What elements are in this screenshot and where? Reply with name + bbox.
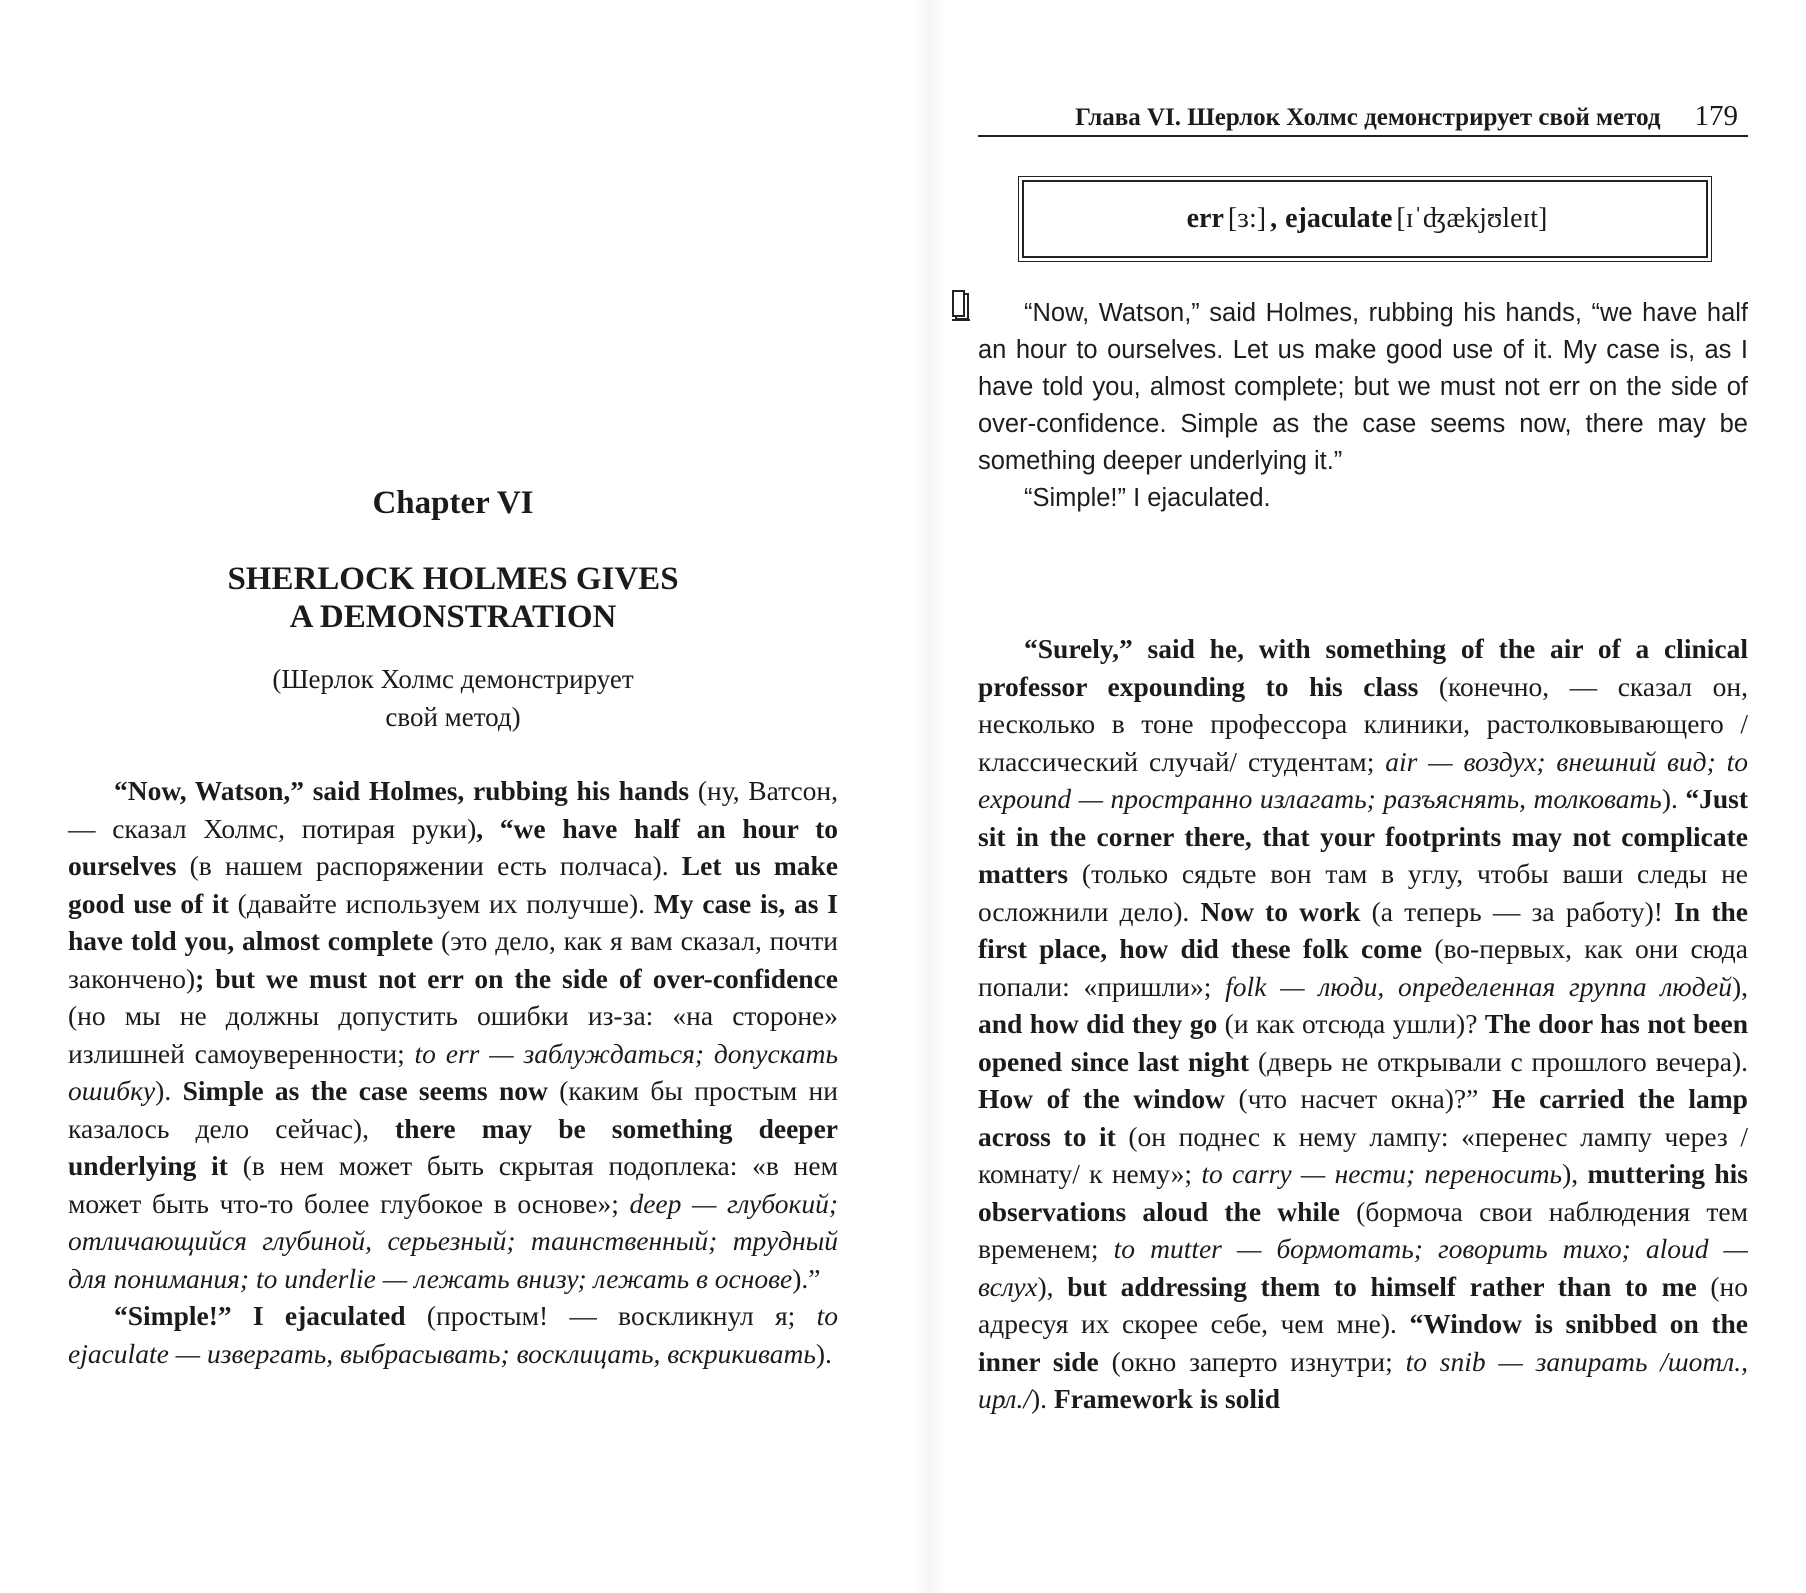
vocabulary-gloss: folk — люди, определенная группа людей	[1225, 970, 1732, 1002]
translation-text: (в нем может быть скрытая подоплека: «в нем может быть что-то более глубокое в основе»;	[68, 1150, 838, 1219]
vocab-pronunciation: [ɜ:]	[1227, 203, 1267, 234]
translation-text: (что насчет окна)?”	[1224, 1083, 1492, 1114]
vocabulary-gloss: to ejaculate — извергать, выбрасывать; восклицать, вскрикивать	[68, 1300, 838, 1369]
vocabulary-gloss: air — воздух; внешний вид; to expound — пространно излагать; разъяснять, толковать	[978, 745, 1748, 814]
vocabulary-gloss: deep — глубокий; отличающийся глубиной, серьезный; таинственный; трудный для понимания; to underlie — лежать внизу; лежать в основе	[68, 1187, 838, 1294]
translation-text: (только сядьте вон там в углу, чтобы ваши следы не осложнили дело).	[978, 858, 1748, 927]
translation-text: (дверь не открывали с прошлого вечера).	[1249, 1045, 1748, 1077]
vocabulary-gloss: to mutter — бормотать; говорить тихо; aloud — вслух	[978, 1233, 1749, 1302]
translation-text: (и как отсюда ушли)?	[1217, 1008, 1485, 1039]
english-text: My case is, as I have told you, almost complete	[68, 887, 838, 956]
english-text: “Simple!” I ejaculated	[114, 1300, 406, 1331]
english-text: He carried the lamp across to it	[978, 1083, 1748, 1152]
vocab-word: err	[1186, 203, 1224, 234]
translation-text: ),	[1562, 1158, 1588, 1189]
translation-text: ).	[1661, 783, 1686, 814]
translation-text: ),	[1037, 1270, 1068, 1302]
english-text: Now to work	[1200, 895, 1361, 927]
chapter-subtitle-line: A DEMONSTRATION	[289, 599, 617, 635]
english-text: “Window is snibbed on the inner side	[978, 1308, 1748, 1377]
translation-text: (в нашем распоряжении есть полчаса).	[176, 850, 682, 881]
english-text: there may be something deeper underlying it	[68, 1112, 838, 1181]
translation-text: (но адресуя их скорее себе, чем мне).	[978, 1270, 1749, 1339]
translation-text: ).	[1030, 1383, 1054, 1414]
translation-text: ).”	[792, 1262, 821, 1294]
english-text: and how did they go	[978, 1008, 1218, 1039]
original-paragraph: “Simple!” I ejaculated.	[1024, 484, 1271, 512]
translation-text: (это дело, как я вам сказал, почти закончено)	[68, 925, 839, 994]
running-head-title: Глава VI. Шерлок Холмс демонстрирует свой метод	[1075, 104, 1661, 131]
translation-text: (он поднес к нему лампу: «перенес лампу через /комнату/ к нему»;	[978, 1120, 1749, 1189]
translation-text: (но мы не должны допустить ошибки из-за: «на стороне» излишней самоуверенности;	[68, 1000, 838, 1069]
page-number: 179	[1694, 100, 1738, 132]
chapter-subtitle-translation-line: свой метод)	[385, 702, 521, 732]
running-head	[978, 100, 1748, 137]
translation-text: ),	[1731, 970, 1749, 1002]
english-text: “Just sit in the corner there, that your footprints may not complicate matters	[978, 783, 1748, 889]
vocabulary-gloss: to snib — запирать /шотл., ирл./	[978, 1345, 1748, 1414]
left-body-text	[68, 772, 838, 1372]
paragraph	[68, 1297, 838, 1372]
translation-text: ).	[815, 1337, 832, 1369]
translation-text: (давайте используем их получше).	[228, 887, 654, 919]
paragraph	[978, 630, 1748, 1418]
english-text: Framework is solid	[1053, 1383, 1280, 1414]
vocab-pronunciation: [ɪˈʤækjʊleɪt]	[1396, 203, 1548, 234]
chapter-title: Chapter VI	[372, 485, 534, 521]
chapter-subtitle-line: SHERLOCK HOLMES GIVES	[227, 561, 679, 597]
translation-text: (простым! — воскликнул я;	[405, 1300, 817, 1331]
translation-text: ).	[155, 1075, 183, 1106]
translation-text: (бормоча свои наблюдения тем временем;	[978, 1195, 1748, 1264]
english-text: Let us make good use of it	[68, 850, 838, 919]
vocabulary-box	[1022, 180, 1708, 258]
translation-text: (окно заперто изнутри;	[1098, 1345, 1406, 1377]
right-body-text	[978, 630, 1748, 1418]
book-icon	[950, 288, 972, 322]
paragraph	[68, 772, 838, 1297]
english-text: muttering his observations aloud the while	[978, 1158, 1748, 1227]
vocabulary-gloss: to carry — нести; переносить	[1201, 1158, 1563, 1189]
english-text: ; but we must not err on the side of over-confidence	[195, 962, 838, 994]
chapter-subtitle-translation-line: (Шерлок Холмс демонстрирует	[272, 664, 634, 694]
english-text: In the first place, how did these folk come	[978, 895, 1748, 964]
chapter-subtitle	[68, 560, 838, 636]
vocab-separator: ,	[1270, 203, 1278, 234]
vocab-word: ejaculate	[1285, 203, 1393, 234]
chapter-subtitle-translation	[68, 660, 838, 736]
vocabulary-gloss: to err — заблуждаться; допускать ошибку	[68, 1037, 838, 1106]
translation-text: (во-первых, как они сюда попали: «пришли»;	[978, 933, 1748, 1002]
english-text: How of the window	[978, 1083, 1225, 1114]
english-text: , “we have half an hour to ourselves	[68, 812, 838, 881]
english-text: “Surely,” said he, with something of the air of a clinical professor expounding to his class	[978, 633, 1748, 702]
english-text: Simple as the case seems now	[182, 1075, 548, 1106]
original-paragraph: “Now, Watson,” said Holmes, rubbing his hands, “we have half an hour to ourselves. Let us make good use of it. My case is, as I have told you, almost complete; but we must not err on the side of over-confidence. Simple as the case seems now, there may be something deeper underlying it.”	[978, 299, 1748, 475]
book-gutter	[915, 0, 945, 1593]
translation-text: (а теперь — за работу)!	[1360, 895, 1675, 927]
translation-text: (ну, Ватсон, — сказал Холмс, потирая руки)	[68, 775, 838, 844]
english-text: “Now, Watson,” said Holmes, rubbing his hands	[114, 775, 690, 806]
translation-text: (конечно, — сказал он, несколько в тоне профессора клиники, растолковывающего /классический случай/ студентам;	[978, 670, 1749, 777]
original-text-block	[978, 295, 1748, 517]
english-text: The door has not been opened since last night	[978, 1008, 1748, 1077]
english-text: but addressing them to himself rather than to me	[1067, 1270, 1697, 1302]
translation-text: (каким бы простым ни казалось дело сейчас),	[68, 1075, 838, 1144]
